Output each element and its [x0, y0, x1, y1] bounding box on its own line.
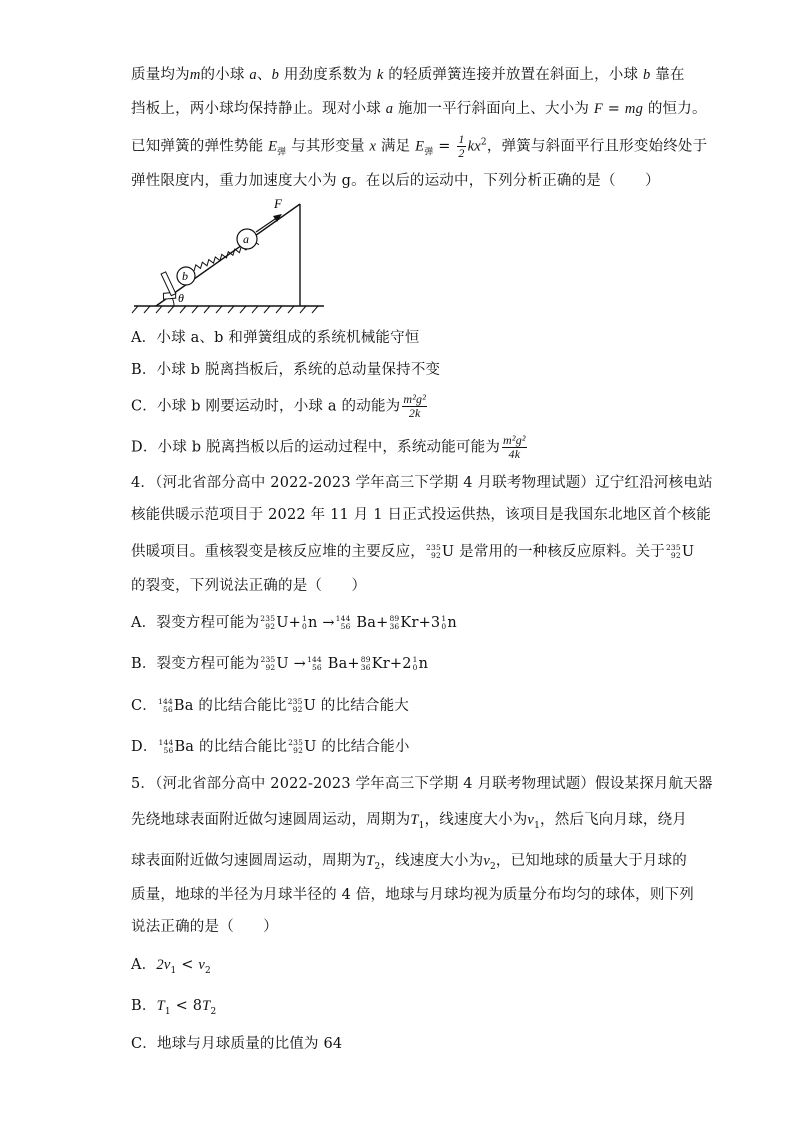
q5-text-line-4: 质量，地球的半径为月球半径的 4 倍，地球与月球均视为质量分布均匀的球体，则下列 — [131, 887, 694, 903]
force-arrow-shaft — [256, 217, 278, 232]
ball-b-label: b — [182, 269, 188, 283]
q4-text-line-3: 供暖项目。重核裂变是核反应堆的主要反应， 235 92 U 是常用的一种核反应原料。关于 235 92 U — [131, 543, 695, 560]
option-c-fraction: $\frac{\text{m²g²}}{2k}$ — [403, 392, 427, 420]
q3-text-line-4: 弹性限度内，重力加速度大小为 g。在以后的运动中，下列分析正确的是（ ） — [131, 173, 660, 189]
q5-text-line-2: 先绕地球表面附近做匀速圆周运动，周期为$T_1$，线速度大小为$v_1$，然后飞向月球，绕月 — [131, 812, 687, 831]
q3-text-line-1: 质量均为m的小球 a、b 用劲度系数为 k 的轻质弹簧连接并放置在斜面上，小球 b 靠在 — [131, 67, 685, 83]
q4-option-d: D． 144 56 Ba 的比结合能比 235 92 U 的比结合能小 — [131, 738, 410, 755]
ground-hatching — [132, 306, 318, 313]
nuclide-u235: 235 92 — [426, 543, 441, 560]
q4-option-c: C． 144 56 Ba 的比结合能比 235 92 U 的比结合能大 — [131, 697, 409, 714]
q5-option-c: C．地球与月球质量的比值为 64 — [131, 1036, 343, 1052]
q5-option-a: A．$2v_1 < v_2$ — [131, 957, 211, 976]
q3-option-b: B．小球 b 脱离挡板后，系统的总动量保持不变 — [131, 362, 441, 378]
q3-text-line-2: 挡板上，两小球均保持静止。现对小球 a 施加一平行斜面向上、大小为 F = mg 的恒力。 — [131, 101, 707, 117]
q5-option-b: B．$T_1 < 8T_2$ — [131, 998, 217, 1017]
q3-option-c: C．小球 b 刚要运动时，小球 a 的动能为 $\frac{\text{m²g²}}{2k}$ — [131, 392, 427, 420]
half-fraction: $\frac{1}{2}$ — [458, 132, 465, 160]
incline-figure — [128, 196, 328, 318]
q5-text-line-1: 5．（河北省部分高中 2022-2023 学年高三下学期 4 月联考物理试题）假设某探月航天器 — [131, 776, 713, 792]
angle-label: θ — [178, 291, 184, 305]
q5-text-line-5: 说法正确的是（ ） — [131, 919, 278, 935]
stopper-plate — [161, 272, 176, 296]
q4-option-b: B．裂变方程可能为 235 92 U → 144 56 Ba+ 89 36 Kr+2 1 0 n — [131, 655, 429, 672]
q3-option-a: A．小球 a、b 和弹簧组成的系统机械能守恒 — [131, 330, 420, 346]
q4-text-line-2: 核能供暖示范项目于 2022 年 11 月 1 日正式投运供热，该项目是我国东北地区首个核能 — [131, 507, 711, 523]
nuclide-u235-2: 235 92 — [665, 543, 681, 560]
q4-text-line-1: 4．（河北省部分高中 2022-2023 学年高三下学期 4 月联考物理试题）辽宁红沿河核电站 — [131, 475, 713, 491]
force-label: F — [274, 196, 282, 211]
q4-text-line-4: 的裂变，下列说法正确的是（ ） — [131, 578, 367, 594]
q3-option-d: D．小球 b 脱离挡板以后的运动过程中，系统动能可能为 $\frac{\text{m²g²}}{4k}$ — [131, 433, 526, 461]
q3-text-line-3: 已知弹簧的弹性势能 $E_弹$ 与其形变量 x 满足 $E_弹$ = $\frac{1}{2}$ $kx^2$，弹簧与斜面平行且形变始终处于 — [131, 132, 708, 160]
option-d-fraction: $\frac{\text{m²g²}}{4k}$ — [503, 433, 526, 461]
q4-option-a: A．裂变方程可能为 235 92 U+ 1 0 n → 144 56 Ba+ 89 36 Kr+3 1 0 n — [131, 614, 457, 631]
q5-text-line-3: 球表面附近做匀速圆周运动，周期为$T_2$，线速度大小为$v_2$，已知地球的质量大于月球的 — [131, 853, 687, 872]
ball-a-label: a — [243, 232, 249, 246]
